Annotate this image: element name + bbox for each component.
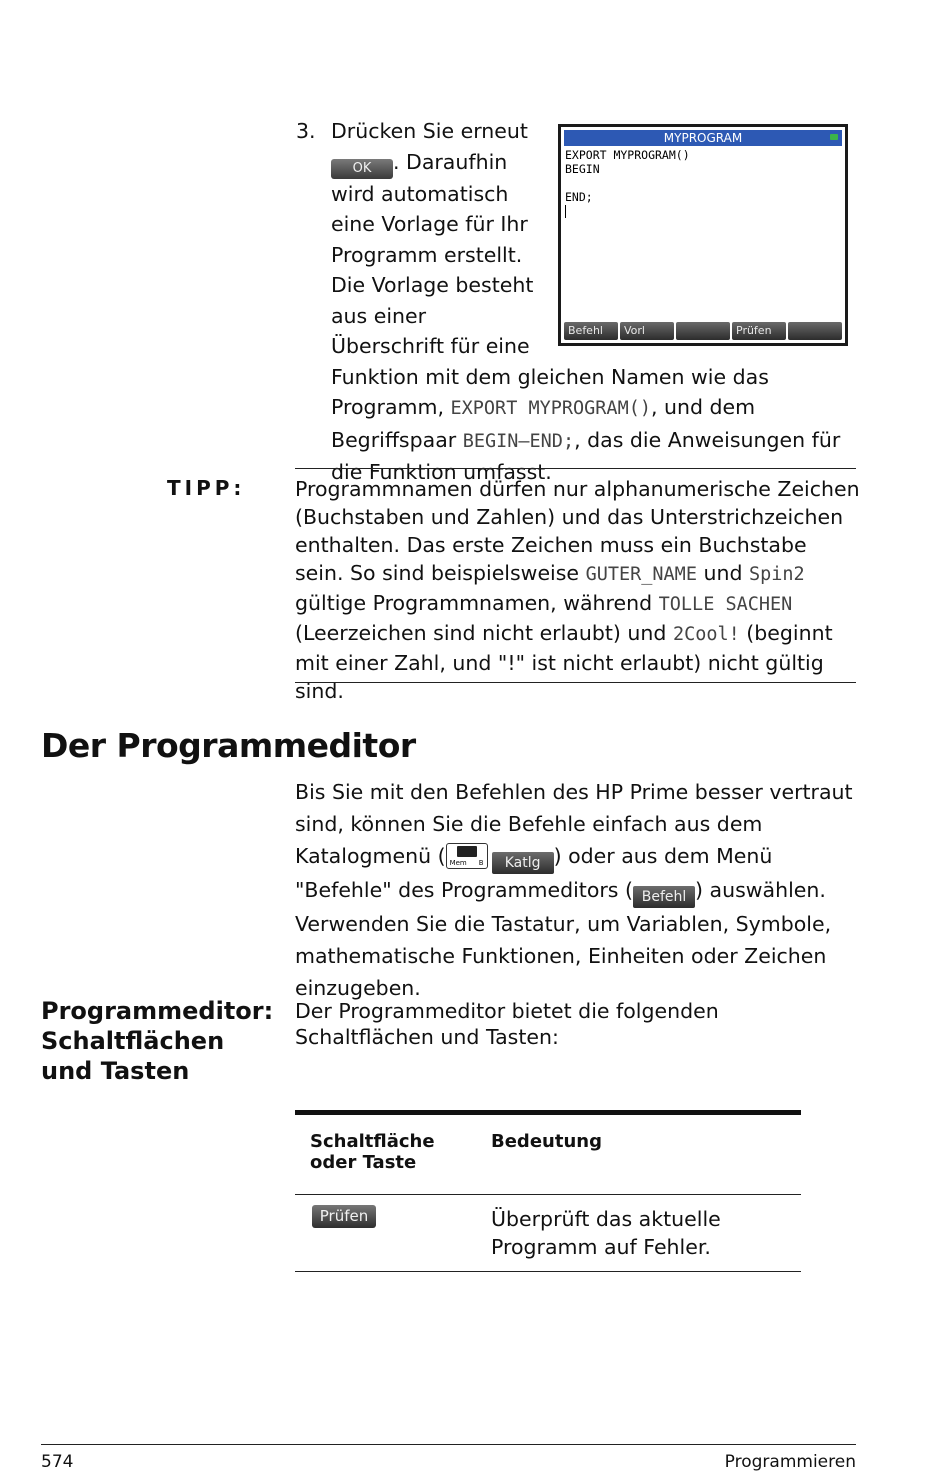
step-text-d: , das die Anweisungen für die Funktion umfasst.	[331, 427, 841, 484]
step-text-c: , und dem Begriffspaar	[331, 395, 756, 452]
tip-label: TIPP:	[167, 476, 246, 500]
step-text-a: Drücken Sie erneut	[331, 119, 528, 143]
table-header-meaning: Bedeutung	[491, 1131, 602, 1152]
tip-code-4: 2Cool!	[672, 624, 740, 645]
tip-code-2: Spin2	[749, 564, 805, 585]
subsection-title: Programmeditor: Schaltflächen und Tasten	[41, 997, 274, 1085]
tip-t1: Programmnamen dürfen nur alphanumerische Zeichen (Buchstaben und Zahlen) und das Unterstrichzeichen enthalten. Das erste Zeichen muss ein Buchstabe sein. So sind beispielsweise	[295, 477, 860, 585]
table-header-rule	[295, 1194, 801, 1195]
screen-code-text: EXPORT MYPROGRAM() BEGIN END;	[565, 148, 690, 204]
tip-t2: und	[696, 561, 749, 585]
subsection-body: Der Programmeditor bietet die folgenden Schaltflächen und Tasten:	[295, 999, 719, 1049]
code-begin-end: BEGIN–END;	[462, 430, 575, 452]
tip-t4: (Leerzeichen sind nicht erlaubt) und	[295, 621, 673, 645]
screen-title	[564, 130, 842, 146]
softkey-befehl[interactable]: Befehl	[564, 322, 618, 340]
battery-icon	[830, 134, 838, 140]
ok-key: OK	[331, 159, 393, 179]
calculator-screen	[558, 124, 848, 346]
table-top-rule	[295, 1110, 801, 1115]
tip-code-1: GUTER_NAME	[585, 564, 697, 585]
table-header-key: Schaltfläche oder Taste	[310, 1131, 435, 1173]
code-export: EXPORT MYPROGRAM()	[450, 398, 651, 419]
tip-code-3: TOLLE SACHEN	[658, 594, 793, 615]
pruefen-key: Prüfen	[312, 1205, 376, 1228]
step-3-text	[331, 116, 856, 488]
tip-text	[295, 475, 860, 705]
section-intro	[295, 776, 865, 1004]
screen-title-text: MYPROGRAM	[663, 131, 743, 145]
befehl-key: Befehl	[633, 886, 695, 908]
step-number: 3.	[296, 119, 316, 143]
section-title: Der Programmeditor	[41, 726, 416, 765]
tip-top-rule	[295, 468, 856, 469]
softkey-pruefen[interactable]: Prüfen	[732, 322, 786, 340]
softkey-vorl[interactable]: Vorl	[620, 322, 674, 340]
page-number: 574	[41, 1452, 74, 1472]
text-cursor	[565, 205, 566, 218]
tip-bottom-rule	[295, 682, 856, 683]
step-text-b: . Daraufhin wird automatisch eine Vorlage für Ihr Programm erstellt. Die Vorlage besteht aus einer Überschrift für eine Funktion mit dem gleichen Namen wie das Programm,	[331, 149, 769, 419]
intro-c: ) auswählen. Verwenden Sie die Tastatur, um Variablen, Symbole, mathematische Funktionen, Einheiten oder Zeichen einzugeben.	[295, 878, 832, 1000]
softkey-bar	[564, 322, 842, 340]
softkey-empty-2[interactable]	[788, 322, 842, 340]
chapter-title: Programmieren	[724, 1452, 856, 1472]
key-face-icon	[457, 846, 477, 857]
footer-rule	[41, 1444, 856, 1445]
table-bottom-rule	[295, 1271, 801, 1272]
calculator-screenshot	[558, 124, 856, 352]
tip-t5: (beginnt mit einer Zahl, und "!" ist nicht erlaubt) nicht gültig sind.	[295, 621, 833, 703]
shift-key-left: Mem	[449, 859, 467, 867]
softkey-empty-1[interactable]	[676, 322, 730, 340]
katlg-key: Katlg	[492, 852, 554, 874]
tip-t3: gültige Programmnamen, während	[295, 591, 659, 615]
intro-b: ) oder aus dem Menü "Befehle" des Programmeditors (	[295, 844, 773, 902]
table-cell-meaning: Überprüft das aktuelle Programm auf Fehler.	[491, 1207, 721, 1259]
shift-mem-key-icon	[446, 843, 488, 869]
shift-key-right: B	[478, 859, 484, 867]
screen-code	[565, 148, 845, 218]
intro-a: Bis Sie mit den Befehlen des HP Prime besser vertraut sind, können Sie die Befehle einfach aus dem Katalogmenü (	[295, 780, 853, 868]
